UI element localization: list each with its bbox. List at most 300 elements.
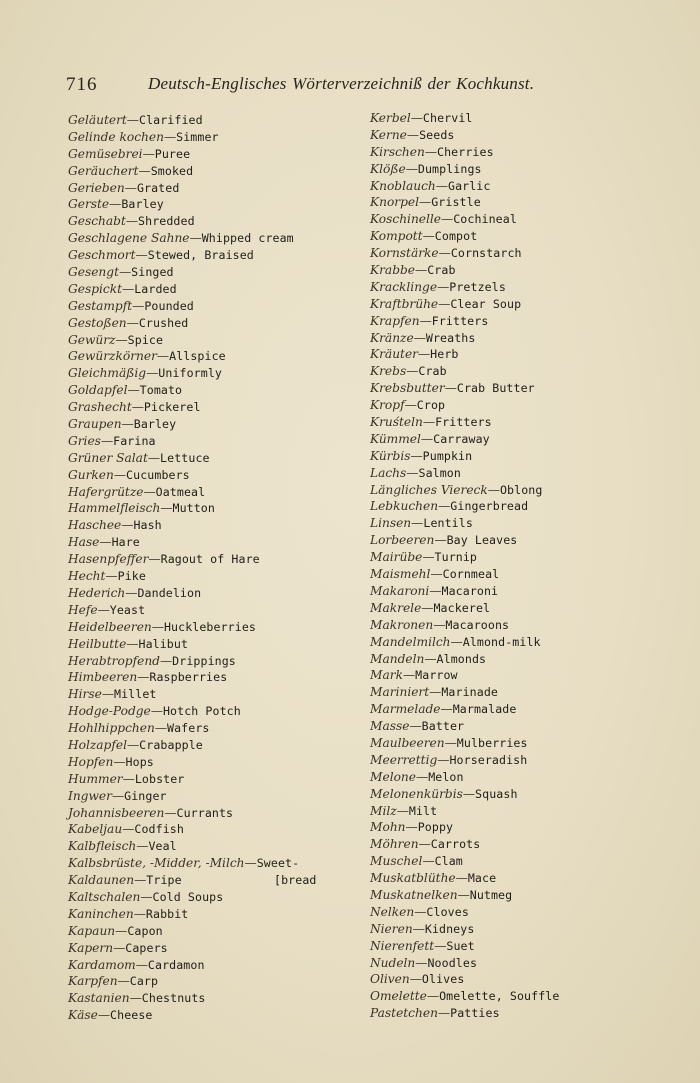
glossary-entry [68,585,340,602]
german-term: Gewürz [68,332,116,347]
german-term: Grashecht [68,400,132,415]
english-term: Allspice [169,349,226,364]
entry-separator: — [438,296,451,311]
entry-separator: — [402,668,416,683]
english-term: Lentils [423,516,473,531]
german-term: Nelken [370,904,415,919]
german-term: Hohlhippchen [68,721,155,736]
glossary-entry [370,228,660,245]
german-term: Mark [370,668,403,683]
entry-separator: — [415,263,428,278]
entry-separator: — [142,146,155,161]
german-term: Gestoßen [68,315,127,330]
english-term: Cheese [110,1008,153,1023]
glossary-entry [370,1005,660,1022]
entry-separator: — [122,281,135,296]
english-term: Clarified [138,113,203,127]
glossary-entry [68,686,340,703]
entry-separator: — [420,431,434,446]
english-term: Simmer [176,129,219,144]
english-term: Cherries [437,144,494,159]
entry-separator: — [121,417,134,432]
page-header [66,72,546,100]
german-term: Krabbe [370,263,416,278]
entry-separator: — [441,212,454,227]
english-term: Crab Butter [456,381,535,396]
entry-separator: — [429,685,442,700]
entry-separator: — [412,921,425,936]
glossary-entry [68,602,340,619]
german-term: Kraftbrühe [370,296,439,311]
line-continuation: [bread [274,873,317,888]
entry-separator: — [426,989,440,1004]
entry-separator: — [437,1006,451,1021]
glossary-entry [68,973,340,990]
entry-separator: — [122,771,135,786]
glossary-entry [370,684,660,701]
glossary-entry [68,315,340,332]
glossary-entry [68,332,340,349]
entry-separator: — [132,298,145,313]
german-term: Gespickt [68,281,123,296]
entry-separator: — [131,400,144,415]
german-term: Kürbis [370,448,411,463]
german-term: Kracklinge [370,279,438,294]
entry-separator: — [109,197,122,212]
german-term: Koschinelle [370,212,442,227]
german-term: Meerrettig [370,752,438,767]
english-term: Crop [416,398,446,413]
english-term: Grated [136,180,180,195]
german-term: Kalbsbrüste, -Midder, -Milch [68,856,245,871]
glossary-entry [68,517,340,534]
glossary-entry [68,551,340,568]
entry-separator: — [160,501,173,516]
english-term: Carraway [433,431,490,446]
entry-separator: — [422,415,436,430]
german-term: Pastetchen [370,1006,438,1021]
entry-separator: — [430,567,443,582]
german-term: Kompott [370,229,423,244]
entry-separator: — [135,248,148,263]
english-term: Pike [117,569,146,584]
entry-separator: — [97,1008,111,1023]
german-term: Maismehl [370,567,431,582]
glossary-entry [68,365,340,382]
entry-separator: — [146,366,159,381]
german-term: Kalbfleisch [68,839,137,854]
glossary-entry [68,146,340,163]
english-term: Dandelion [137,585,202,600]
entry-separator: — [117,974,130,989]
glossary-entry [68,196,340,213]
german-term: Lachs [370,465,407,480]
english-term: Milt [408,803,438,818]
glossary-entry [370,363,660,380]
glossary-entry [370,178,660,195]
entry-separator: — [125,585,138,600]
german-term: Geschabt [68,214,126,229]
english-term: Veal [148,839,177,854]
german-term: Melone [370,769,416,784]
german-term: Holzapfel [68,737,127,752]
glossary-entry [370,279,660,296]
entry-separator: — [125,214,139,229]
german-term: Lebkuchen [370,499,439,514]
glossary-entry [370,482,660,499]
german-term: Knoblauch [370,178,436,193]
entry-separator: — [143,484,156,499]
entry-separator: — [444,381,457,396]
glossary-entry [370,887,660,904]
english-term: Poppy [417,820,454,835]
entry-separator: — [150,704,163,719]
english-term: Cardamon [147,957,205,972]
english-term: Almond-milk [462,634,541,649]
german-term: Kruśteln [370,415,423,430]
english-term: Capers [125,940,168,955]
english-term: Marmalade [452,702,517,717]
glossary-entry [370,144,660,161]
german-term: Käse [68,1008,98,1023]
entry-separator: — [424,144,438,159]
english-term: Carrots [430,837,481,852]
entry-separator: — [115,332,128,347]
english-term: Noodles [427,955,478,970]
entry-separator: — [444,735,457,750]
entry-separator: — [435,178,448,193]
entry-separator: — [455,871,468,886]
german-term: Makrele [370,600,422,615]
english-term: Drippings [172,653,236,668]
german-term: Krapfen [370,313,420,328]
glossary-entry [370,414,660,431]
glossary-entry [68,264,340,281]
glossary-entry [370,532,660,549]
entry-separator: — [154,721,167,736]
glossary-entry [370,617,660,634]
glossary-entry [370,600,660,617]
english-term: Dumplings [417,161,482,176]
german-term: Kaltschalen [68,889,141,904]
english-term: Compot [434,229,478,244]
entry-separator: — [424,651,437,666]
german-term: Krebsbutter [370,381,445,396]
glossary-entry [68,754,340,771]
english-term: Clam [434,854,463,869]
glossary-entry [68,467,340,484]
entry-separator: — [409,719,422,734]
glossary-entry [370,819,660,836]
glossary-entry [370,515,660,532]
glossary-entry [68,534,340,551]
english-term: Macaroni [441,583,499,598]
glossary-entry [68,821,340,838]
english-term: Squash [475,786,518,801]
glossary-entry [370,803,660,820]
german-term: Kerne [370,127,407,142]
english-term: Crabapple [139,737,203,752]
entry-separator: — [434,533,447,548]
entry-separator: — [434,938,447,953]
german-term: Lorbeeren [370,533,435,548]
glossary-entry [370,448,660,465]
english-term: Barley [133,417,177,432]
german-term: Nierenfett [370,938,435,953]
german-term: Muschel [370,854,423,869]
entry-separator: — [113,940,126,955]
english-term: Currants [176,805,234,820]
entry-separator: — [133,906,146,921]
german-term: Möhren [370,837,419,852]
german-term: Hafergrütze [68,484,144,499]
glossary-entry [68,1007,340,1024]
glossary-entry [68,112,340,129]
german-term: Milz [370,803,397,818]
entry-separator: — [147,450,161,465]
glossary-entry [68,703,340,720]
entry-separator: — [159,653,173,668]
glossary-entry [370,566,660,583]
german-term: Längliches Viereck [370,482,488,497]
german-term: Melonenkürbis [370,786,463,801]
english-term: Fritters [435,415,492,430]
german-term: Mairübe [370,550,423,565]
english-term: Almonds [436,651,487,666]
entry-separator: — [164,805,177,820]
english-term: Cornmeal [442,567,500,582]
german-term: Gemüsebrei [68,146,143,161]
english-term: Crab [418,364,447,379]
german-term: Hirse [68,687,102,702]
german-term: Herabtropfend [68,653,160,668]
english-term: Garlic [447,178,491,193]
english-term: Raspberries [149,670,228,685]
german-term: Hederich [68,585,126,600]
english-term: Tomato [139,383,183,398]
glossary-entry [68,805,340,822]
english-term: Hops [125,754,154,769]
glossary-entry [68,619,340,636]
german-term: Maulbeeren [370,735,445,750]
german-term: Ingwer [68,788,112,803]
glossary-entry [370,786,660,803]
entry-separator: — [124,180,137,195]
english-term: Wafers [167,721,210,736]
glossary-entry [370,330,660,347]
german-term: Hummer [68,771,123,786]
english-term: Stewed, Braised [147,248,254,263]
german-term: Gerieben [68,180,125,195]
entry-separator: — [406,465,419,480]
german-term: Nudeln [370,955,416,970]
german-term: Hammelfleisch [68,501,161,516]
english-term: Salmon [418,465,461,480]
english-term: Fritters [431,313,489,328]
entry-separator: — [421,600,434,615]
entry-separator: — [410,111,423,125]
english-term: Nutmeg [469,887,513,902]
entry-separator: — [429,583,442,598]
entry-separator: — [115,923,128,938]
glossary-entry [370,211,660,228]
glossary-entry [68,213,340,230]
english-term: Huckleberries [163,619,256,634]
english-term: Suet [446,938,475,953]
german-term: Graupen [68,417,122,432]
glossary-entry [370,583,660,600]
glossary-entry [68,990,340,1007]
glossary-entry [68,906,340,923]
english-term: Rabbit [145,906,189,921]
german-term: Haschee [68,518,122,533]
glossary-entry [68,838,340,855]
german-term: Nieren [370,921,413,936]
german-term: Gelinde kochen [68,129,164,144]
english-term: Omelette, Souffle [439,989,560,1004]
glossary-entry [68,636,340,653]
english-term: Lettuce [160,450,210,465]
entry-separator: — [438,246,451,261]
glossary-entry [370,904,660,921]
english-term: Oblong [499,482,543,497]
german-term: Gurken [68,467,114,482]
glossary-entry [370,380,660,397]
english-term: Bay Leaves [446,533,518,548]
german-term: Makaroni [370,583,430,598]
german-term: Heilbutte [68,636,127,651]
entry-separator: — [135,957,148,972]
english-term: Gristle [431,195,481,210]
german-term: Mariniert [370,685,430,700]
english-term: Batter [421,719,465,734]
english-term: Pounded [144,298,194,313]
glossary-entry [370,836,660,853]
english-term: Mutton [172,501,215,516]
german-term: Mohn [370,820,406,835]
english-term: Ginger [124,788,167,803]
english-term: Barley [121,197,164,212]
german-term: Kapaun [68,923,116,938]
english-term: Ragout of Hare [160,552,260,567]
english-term: Puree [154,146,191,161]
english-term: Macaroons [445,617,510,632]
english-term: Farina [113,433,156,448]
german-term: Marmelade [370,702,441,717]
german-term: Klöße [370,161,406,176]
english-term: Olives [421,972,465,987]
entry-separator: — [462,786,476,801]
german-term: Kastanien [68,991,130,1006]
glossary-entry [370,870,660,887]
english-term: Spice [127,332,164,347]
entry-separator: — [438,499,451,514]
entry-separator: — [244,856,257,871]
entry-separator: — [118,265,132,280]
entry-separator: — [111,788,125,803]
glossary-entry [370,718,660,735]
german-term: Gleichmäßig [68,366,147,381]
english-term: Larded [134,281,177,296]
german-term: Kräuter [370,347,418,362]
german-term: Kornstärke [370,246,439,261]
entry-separator: — [129,991,142,1006]
glossary-entry [370,853,660,870]
entry-separator: — [126,315,139,330]
glossary-entry [68,433,340,450]
glossary-entry [370,735,660,752]
german-term: Gestampft [68,298,133,313]
entry-separator: — [414,904,427,919]
entry-separator: — [134,873,147,888]
entry-separator: — [151,619,164,634]
entry-separator: — [148,552,161,567]
english-term: Turnip [434,550,478,565]
glossary-entry [370,397,660,414]
glossary-entry [68,298,340,315]
glossary-entry [370,245,660,262]
glossary-entry [370,262,660,279]
german-term: Oliven [370,972,410,987]
glossary-entry [68,568,340,585]
german-term: Masse [370,719,410,734]
entry-separator: — [99,535,112,550]
english-term: Cochineal [453,212,517,227]
glossary-entry [68,957,340,974]
glossary-entry [68,348,340,365]
english-term: Pretzels [449,279,506,294]
glossary-entry [370,938,660,955]
entry-separator: — [126,636,139,651]
entry-separator: — [97,602,110,617]
english-term: Gingerbread [450,499,529,514]
entry-separator: — [437,279,450,294]
glossary-entry [68,450,340,467]
glossary-entry [370,465,660,482]
entry-separator: — [121,518,134,533]
german-term: Kapern [68,940,114,955]
entry-separator: — [416,769,429,784]
english-term: Mace [467,871,497,886]
glossary-entry [68,788,340,805]
glossary-entry [68,737,340,754]
glossary-entry [370,971,660,988]
glossary-entry [370,313,660,330]
entry-separator: — [433,617,446,632]
glossary-entry [68,180,340,197]
english-term: Wreaths [425,330,476,345]
german-term: Krebs [370,364,407,379]
glossary-entry [370,194,660,211]
entry-separator: — [122,822,135,837]
glossary-entry [370,346,660,363]
entry-separator: — [419,313,432,328]
german-term: Kardamom [68,957,136,972]
glossary-entry [370,634,660,651]
german-term: Kümmel [370,431,421,446]
entry-separator: — [417,347,431,362]
entry-separator: — [396,803,409,818]
english-term: Cold Soups [152,889,224,904]
english-term: Carp [129,974,159,989]
english-term: Hotch Potch [162,704,241,719]
english-term: Smoked [150,163,194,178]
entry-separator: — [487,482,500,497]
german-term: Geläutert [68,113,127,127]
entry-separator: — [440,702,453,717]
glossary-column-right [370,110,660,1022]
entry-separator: — [422,854,435,869]
